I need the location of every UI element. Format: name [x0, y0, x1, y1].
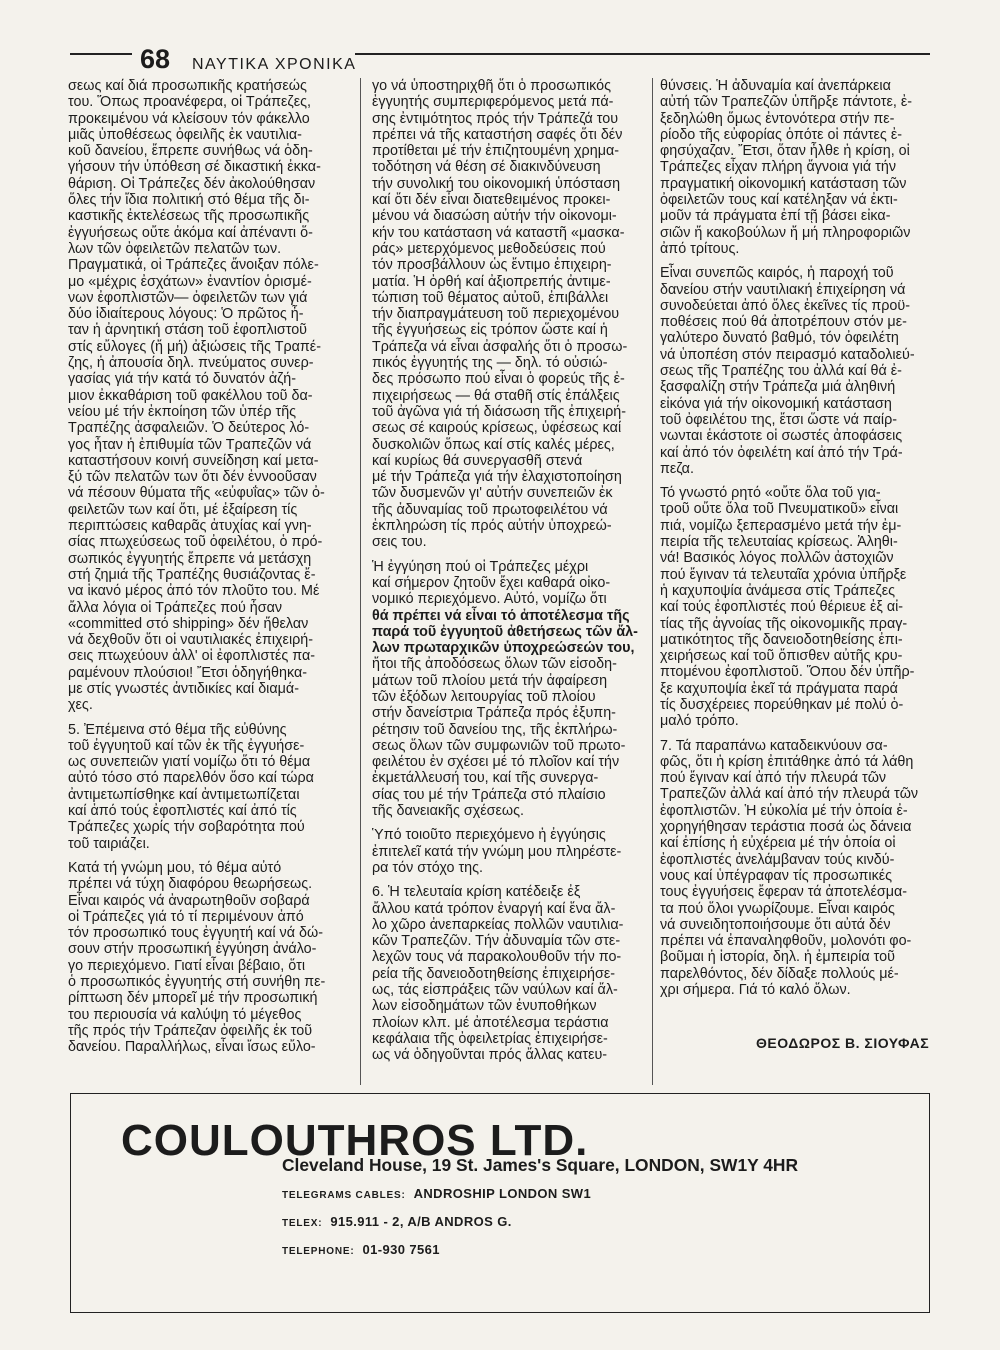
text-line: πρέπει νά τῆς καταστήση σαφές ὅτι δέν: [372, 126, 623, 143]
text-line: κῶν Τραπεζῶν. Τήν ἀδυναμία τῶν στε-: [372, 933, 621, 950]
text-line: περιπτώσεις καθαρᾶς ἀτυχίας καί γνη-: [68, 518, 312, 535]
text-line: μένου νά διασώση αὐτήν τήν οἰκονομι-: [372, 208, 617, 225]
text-line: Εἶναι συνεπῶς καιρός, ἡ παροχή τοῦ: [660, 265, 894, 282]
text-line: ως, τάς εἰσπράξεις τῶν ναύλων καί ἄλ-: [372, 982, 618, 999]
text-line: τοδότηση νά θέση σέ διακινδύνευση: [372, 159, 601, 176]
text-line: μοῦν τά πράγματα ἐπί τῇ βάσει εἰκα-: [660, 208, 891, 225]
text-line: καί κυρίως θά συνεργασθῆ στενά: [372, 452, 583, 469]
text-line: λων εἰσοδημάτων τῶν ἐνυποθήκων: [372, 998, 597, 1015]
text-line: ματικότητος τῆς δανειοδοτηθείσης ἐπι-: [660, 631, 903, 648]
text-line: χειρήσεως καί τοῦ ὄπισθεν αὐτῆς κρυ-: [660, 648, 903, 665]
text-line: χρι σήμερα. Γιά τό καλό ὅλων.: [660, 982, 851, 999]
text-line: σωπικός ἐγγυητής ἔπρεπε νά μετάσχη: [68, 550, 312, 567]
text-line: μέ τήν Τράπεζα γιά τήν ἐλαχιστοποίηση: [372, 469, 622, 486]
text-line: ταν ἡ ἀρνητική στάση τοῦ ἐφοπλιστοῦ: [68, 322, 308, 339]
text-line: σιῶν ἤ κακοβούλων ἤ μή πληροφοριῶν: [660, 224, 911, 241]
text-line: πειρία τῆς τελευταίας κρίσεως. Ἀληθι-: [660, 534, 898, 551]
text-line: ράς» μετερχόμενος μεθοδεύσεις πού: [372, 240, 606, 257]
text-line: να ἱκανό μέρος ἀπό τόν πλοῦτο του. Μέ: [68, 583, 320, 600]
text-line: κεφάλαια τῆς ὀφειλετρίας ἐπιχειρήσε-: [372, 1030, 608, 1047]
text-line: ως συνεπειῶν γιατί νομίζω ὅτι τό θέμα: [68, 754, 311, 771]
text-line: πεζα.: [660, 460, 694, 477]
text-line: ἀπό τρίτους.: [660, 240, 740, 257]
text-line: κοῦ δανείου, ἔπρεπε συνήθως νά ὁδη-: [68, 143, 313, 160]
text-line: Τράπεζα νά εἶναι ἀσφαλής ὅτι ὁ προσω-: [372, 338, 628, 355]
text-line: πρέπει νά τύχη διαφόρου θεωρήσεως.: [68, 876, 313, 893]
ad-telex-value: 915.911 - 2, A/B ANDROS G.: [330, 1214, 512, 1229]
running-title: ΝΑΥΤΙΚΑ ΧΡΟΝΙΚΑ: [192, 56, 357, 73]
text-line: βοῦμαι ἡ ἱστορία, δηλ. ἡ ἐμπειρία τοῦ: [660, 949, 895, 966]
text-line: Τό γνωστό ρητό «οὔτε ὅλα τοῦ για-: [660, 485, 881, 502]
text-line: δύο ἰδιαίτερους λόγους: Ὁ πρῶτος ἦ-: [68, 306, 304, 323]
text-line: ξεδηλώθη ὅμως ἐντονότερα στήν πε-: [660, 110, 895, 127]
text-line: τώπιση τοῦ θέματος αὐτοῦ, ἐπιβάλλει: [372, 289, 609, 306]
text-line: ζης, ἡ ἀπουσία δηλ. πνεύματος συνερ-: [68, 355, 314, 372]
text-line: ἐγγυητής συμπεριφερόμενος μετά πά-: [372, 94, 614, 111]
text-line: προτίθεται μέ τήν ἐπιζητουμένη χρημα-: [372, 143, 620, 160]
text-line: αὐτή τῶν Τραπεζῶν ὑπῆρξε πάντοτε, ἐ-: [660, 94, 912, 111]
text-line: σεως ὅλων τῶν συμφωνιῶν τοῦ πρωτο-: [372, 737, 626, 754]
ad-address: Cleveland House, 19 St. James's Square, LONDON, SW1Y 4HR: [282, 1155, 799, 1175]
text-line: δανείου. Παραλλήλως, εἶναι ἴσως εὔλο-: [68, 1039, 316, 1056]
text-line: ἄλλα λόγια οἱ Τράπεζες πού ἦσαν: [68, 599, 283, 616]
text-line: σης ἐντιμότητος πρός τήν Τράπεζά του: [372, 110, 619, 127]
text-line: νομικό περιεχόμενο. Αὐτό, νομίζω ὅτι: [372, 591, 607, 608]
text-line: πρέπει νά ἐπαναληφθοῦν, μολονότι φο-: [660, 933, 912, 950]
text-line: τόν προσωπικό τους ἐγγυητή καί νά δώ-: [68, 925, 323, 942]
text-line: 6. Ἡ τελευταία κρίση κατέδειξε ἐξ: [372, 884, 581, 901]
text-line: δες πρόσωπο πού εἶναι ὁ φορεύς τῆς ἐ-: [372, 371, 625, 388]
text-line: τῆς δανειακῆς σχέσεως.: [372, 803, 525, 820]
ad-company-name: COULOUTHROS LTD.: [121, 1116, 589, 1165]
page-number: 68: [140, 44, 171, 74]
text-line: ἄλλου κατά τρόπον ἐναργή καί ἕνα ἄλ-: [372, 900, 616, 917]
text-line: καί ἀπό τούς ἐφοπλιστές καί ἀπό τίς: [68, 803, 297, 820]
text-line: λων τῶν ὀφειλετῶν πελατῶν των.: [68, 240, 282, 257]
text-line: ρίοδο τῆς εὐφορίας ὁπότε οἱ πάντες ἐ-: [660, 126, 902, 143]
text-line: τίς δυσχέρειες πορεύθηκαν μέ πολύ ὁ-: [660, 696, 904, 713]
text-line: γήσουν τήν ὑπόθεση σέ δικαστική ἐκκα-: [68, 159, 321, 176]
text-line: καστικῆς ἐκτελέσεως τῆς προσωπικῆς: [68, 208, 310, 225]
text-line: μαλό τρόπο.: [660, 713, 739, 730]
ad-telegrams: [282, 1186, 591, 1201]
author-signature: ΘΕΟΔΩΡΟΣ Β. ΣΙΟΥΦΑΣ: [756, 1035, 930, 1051]
text-line: χες.: [68, 697, 93, 714]
text-line: καί ὅτι δέν εἶναι διατεθειμένος προκει-: [372, 192, 611, 209]
text-line: μο «μέχρις ἐσχάτων» ἐναντίον ὁρισμέ-: [68, 273, 312, 290]
text-line: Κατά τή γνώμη μου, τό θέμα αὐτό: [68, 859, 282, 876]
text-line: πικός ἐγγυητής της — δηλ. τό οὐσιώ-: [372, 355, 608, 372]
text-line: Τράπεζες χωρίς τήν σοβαρότητα πού: [68, 819, 305, 836]
header-rule-left: [70, 53, 132, 55]
text-line: τήν συνολική του οἰκονομική ὑπόσταση: [372, 175, 621, 192]
text-line: ὁ προσωπικός ἐγγυητής στή συνήθη πε-: [68, 974, 326, 991]
column-divider-1: [360, 78, 361, 1085]
text-line: νά πέσουν θύματα τῆς «εὐφυΐας» τῶν ὀ-: [68, 485, 325, 502]
text-line: ραμένουν πλούσιοι! Ἔτσι ὁδηγήθηκα-: [68, 664, 308, 681]
text-line: θάριση. Οἱ Τράπεζες δέν ἀκολούθησαν: [68, 175, 316, 192]
text-line: γο νά ὑποστηριχθῆ ὅτι ὁ προσωπικός: [372, 78, 612, 94]
text-line: πιά, νομίζω ξεπερασμένο μετά τήν ἐμ-: [660, 517, 902, 534]
text-line: ἐκπληρώση τίς πρός αὐτήν ὑποχρεώ-: [372, 518, 612, 535]
text-line: σίας του μέ τήν Τράπεζα στό πλαίσιο: [372, 786, 606, 803]
text-line: σεις πτωχεύουν ἀλλ' οἱ ἐφοπλιστές πα-: [68, 648, 316, 665]
text-line: ἐκμετάλλευσή του, καί τῆς συνεργα-: [372, 770, 599, 787]
text-line: τήν διαπραγμάτευση τοῦ περιεχομένου: [372, 306, 620, 323]
text-line: νείου μέ τήν ἐκποίηση τῶν ὑπέρ τῆς: [68, 403, 297, 420]
text-line: νωνται ἑκάστοτε οἱ σωστές ἀποφάσεις: [660, 428, 903, 445]
text-line: θά πρέπει νά εἶναι τό ἀποτέλεσμα τῆς: [372, 607, 630, 624]
header-rule-right: [355, 53, 930, 55]
text-line: ἡ καχυποψία ἀνάμεσα στίς Τράπεζες: [660, 582, 896, 599]
text-line: του. Ὅπως προανέφερα, οἱ Τράπεζες,: [68, 94, 312, 111]
ad-telegrams-value: ANDROSHIP LONDON SW1: [413, 1186, 592, 1201]
text-line: φειλέτου ἐν σχέσει μέ τό πλοῖον καί τήν: [372, 754, 620, 771]
text-line: γασίας γιά τήν κατά τό δυνατόν ἀζή-: [68, 371, 296, 388]
text-line: πτομένου ἐφοπλιστοῦ. Ὅπου δέν ὑπῆρ-: [660, 664, 915, 681]
text-line: Τραπεζῶν ἀλλά καί ἀπό τήν πλευρά τῶν: [660, 786, 919, 803]
text-line: τοῦ ταιριάζει.: [68, 835, 150, 852]
text-line: στίς εὔλογες (ἤ μή) ἀξιώσεις τῆς Τραπέ-: [68, 338, 321, 355]
text-line: στή ζημιά τῆς Τραπέζης θυσιάζοντας ἔ-: [68, 566, 316, 583]
text-line: οἱ Τράπεζες γιά τό τί περιμένουν ἀπό: [68, 908, 304, 925]
text-line: τοῦ ἐγγυητοῦ καί τῶν ἐκ τῆς ἐγγυήσε-: [68, 737, 305, 754]
text-line: ὅλες τήν ἴδια πολιτική στό θέμα τῆς δι-: [68, 192, 310, 209]
text-line: στήν δανείστρια Τράπεζα πρός ἐξυπη-: [372, 705, 616, 722]
text-line: λο χῶρο ἀνεπαρκείας πολλῶν ναυτιλια-: [372, 916, 624, 933]
text-line: καταστήσουν κοινή συνείδηση καί μετα-: [68, 452, 319, 469]
text-line: τῆς πρός τήν Τράπεζαν ὀφειλῆς ἐκ τοῦ: [68, 1022, 313, 1039]
text-line: σεως καί διά προσωπικῆς κρατήσεώς: [68, 78, 307, 94]
text-line: σουν στήν προσωπική ἐγγύηση ἀνάλο-: [68, 941, 317, 958]
text-line: πού ἔγιναν καί ἀπό τήν πλευρά τῶν: [660, 770, 887, 787]
ad-telephone-label: TELEPHONE:: [282, 1246, 355, 1257]
text-column-1: [68, 78, 350, 1056]
text-line: τροῦ οὔτε ὅλα τοῦ Πνευματικοῦ» εἶναι: [660, 501, 899, 518]
text-line: συνοδεύεται ἀπό ὅλες ἐκεῖνες τίς προϋ-: [660, 297, 910, 314]
text-line: ἐφοπλιστές ἀνελάμβαναν τούς κινδύ-: [660, 851, 895, 868]
text-line: νων ἐφοπλιστῶν— ὀφειλετῶν των γιά: [68, 289, 308, 306]
text-line: 5. Ἐπέμεινα στό θέμα τῆς εὐθύνης: [68, 721, 287, 738]
text-line: ἐπιτελεῖ κατά τήν γνώμη μου πληρέστε-: [372, 843, 622, 860]
text-line: γαλύτερο δυνατό βαθμό, τόν ὀφειλέτη: [660, 330, 899, 347]
text-line: τῆς ἐγγυήσεως εἰς τρόπον ὥστε καί ἡ: [372, 322, 608, 339]
text-line: Ἡ ἐγγύηση πού οἱ Τράπεζες μέχρι: [372, 558, 589, 575]
text-line: τῶν ἐξόδων λειτουργίας τοῦ πλοίου: [372, 688, 596, 705]
text-line: καί σήμερον ζητοῦν ἔχει καθαρά οἰκο-: [372, 574, 611, 591]
text-line: παρελθόντος, δέν δίδαξε πολλούς μέ-: [660, 965, 899, 982]
text-line: θύνσεις. Ἡ ἀδυναμία καί ἀνεπάρκεια: [660, 78, 891, 94]
text-line: κήν του κατάσταση νά καταστῆ «μασκα-: [372, 224, 625, 241]
text-line: τῶν δυσμενῶν γι' αὐτήν συνεπειῶν ἐκ: [372, 485, 613, 502]
text-line: νά! Βασικός λόγος πολλῶν ἀστοχιῶν: [660, 550, 894, 567]
text-line: τόν προσβάλλουν ὡς ἔντιμο ἐπιχειρη-: [372, 257, 612, 274]
text-line: νους καί ὑπέγραφαν τίς προσωπικές: [660, 867, 893, 884]
text-line: φησύχαζαν. Ἔτσι, ὅταν ἦλθε ἡ κρίση, οἱ: [660, 143, 910, 160]
ad-telephone-value: 01-930 7561: [362, 1242, 440, 1257]
text-line: χορηγήθησαν τεράστια ποσά ὡς δάνεια: [660, 819, 912, 836]
text-line: τίας τῆς ἀγνοίας τῆς οἰκονομικῆς πραγ-: [660, 615, 908, 632]
text-line: ρίπτωση δέν μπορεῖ μέ τήν προσωπική: [68, 990, 318, 1007]
text-column-2: [372, 78, 644, 1064]
text-line: παρά τοῦ ἐγγυητοῦ ἀθετήσεως τῶν ἄλ-: [372, 623, 638, 640]
text-line: ξασφαλίζη στήν Τράπεζα μιά ἀληθινή: [660, 379, 896, 396]
text-line: τους ἐγγυήσεις ἔφεραν τά ἀποτελέσμα-: [660, 884, 908, 901]
text-line: ματία. Ἡ ὀρθή καί ἀξιοπρεπής ἀντιμε-: [372, 273, 611, 290]
text-line: ρέτησιν τοῦ δανείου της, τῆς ἐκπλήρω-: [372, 721, 618, 738]
text-line: νά δεχθοῦν ὅτι οἱ ναυτιλιακές ἐπιχειρή-: [68, 632, 314, 649]
text-line: αὐτό τόσο στό παρελθόν ὅσο καί τώρα: [68, 770, 314, 787]
text-line: λων πρωταρχικῶν ὑποχρεώσεών του,: [372, 640, 635, 657]
text-line: ρεία τῆς δανειοδοτηθείσης ἐπιχειρήσε-: [372, 965, 616, 982]
text-line: Πραγματικά, οἱ Τράπεζες ἄνοιξαν πόλε-: [68, 257, 319, 274]
text-line: ρα τόν στόχο της.: [372, 859, 483, 876]
text-line: Τραπέζης ἀσφαλειῶν. Ὁ δεύτερος λό-: [68, 420, 310, 437]
text-column-3: [660, 78, 942, 998]
text-line: καί τούς ἐφοπλιστές πού θέριευε ἐξ αἰ-: [660, 599, 904, 616]
text-line: μάτων τοῦ πλοίου μετά τήν ἀφαίρεση: [372, 672, 608, 689]
text-line: ως νά ὁδηγοῦνται πρός ἄλλας κατευ-: [372, 1047, 608, 1064]
text-line: πιχειρήσεως — θά σταθῆ στίς ἐπάλξεις: [372, 387, 620, 404]
text-line: σεις του.: [372, 534, 427, 551]
text-line: Ὑπό τοιοῦτο περιεχόμενο ἡ ἐγγύησις: [372, 827, 606, 844]
ad-telex-label: TELEX:: [282, 1218, 323, 1229]
text-line: σεως τῆς Τραπέζης του ἀλλά καί θά ἐ-: [660, 363, 902, 380]
text-line: καί ἀπό τόν ὀφειλέτη καί ἀπό τήν Τρά-: [660, 444, 903, 461]
text-line: προκειμένου νά κλείσουν τόν φάκελλο: [68, 110, 310, 127]
text-line: δανείου στήν ναυτιλιακή ἐπιχείρηση νά: [660, 281, 906, 298]
text-line: λεχῶν τους νά παρακολουθοῦν τήν πο-: [372, 949, 622, 966]
text-line: 7. Τά παραπάνω καταδεικνύουν σα-: [660, 737, 888, 754]
text-line: ἀντιμετωπίσθηκε καί ἀντιμετωπίζεται: [68, 786, 300, 803]
ad-telephone: [282, 1242, 440, 1257]
text-line: μιον ἐκκαθάριση τοῦ φακέλλου τοῦ δα-: [68, 387, 313, 404]
text-line: γος ἦταν ἡ ἐπιθυμία τῶν Τραπεζῶν νά: [68, 436, 312, 453]
text-line: πού ἔγιναν τά τελευταῖα χρόνια ὑπῆρξε: [660, 566, 907, 583]
text-line: Τράπεζες εἶχαν πλήρη ἄγνοια γιά τήν: [660, 159, 896, 176]
text-line: «committed στό shipping» δέν ἤθελαν: [68, 615, 309, 632]
text-line: τοῦ ἀγῶνα γιά τή διάσωση τῆς ἐπιχειρή-: [372, 403, 627, 420]
text-line: τῆς ἀδυναμίας τοῦ πρωτοφειλέτου νά: [372, 501, 608, 518]
ad-telegrams-label: TELEGRAMS CABLES:: [282, 1190, 406, 1201]
text-line: εἰκόνα γιά τήν οἰκονομική κατάσταση: [660, 395, 892, 412]
text-line: νά συνειδητοποιήσουμε ὅτι αὐτά δέν: [660, 916, 891, 933]
text-line: του περιουσία νά καλύψη τό μέγεθος: [68, 1006, 302, 1023]
text-line: ἐφοπλιστῶν. Ἡ εὐκολία μέ τήν ὁποία ἐ-: [660, 802, 908, 819]
text-line: ἐγγυήσεως οὔτε ἀκόμα καί ἀπέναντι ὅ-: [68, 224, 313, 241]
text-line: Εἶναι καιρός νά ἀναρωτηθοῦν σοβαρά: [68, 892, 310, 909]
text-line: ποθέσεις πού θά ἀποτρέπουν στόν με-: [660, 314, 907, 331]
text-line: τοῦ ὀφειλέτου της, ἔτσι ὥστε νά παίρ-: [660, 411, 898, 428]
text-line: φειλετῶν των καί ὅτι, μέ ἐξαίρεση τίς: [68, 501, 298, 518]
text-line: σίας πτωχεύσεως τοῦ ὀφειλέτου, ὁ πρό-: [68, 534, 323, 551]
text-line: τα πού ὅλοι γνωρίζουμε. Εἶναι καιρός: [660, 900, 895, 917]
text-line: μιᾶς ὑποθέσεως ὀφειλῆς ἐκ ναυτιλια-: [68, 126, 302, 143]
text-line: πλοίων κλπ. μέ ἀποτέλεσμα τεράστια: [372, 1014, 609, 1031]
advertisement-box: [70, 1093, 930, 1313]
text-line: ὀφειλετῶν τους καί κατέληξαν νά ἐκτι-: [660, 192, 898, 209]
text-line: ξε καχυποψία ἐκεῖ τά πράγματα παρά: [660, 680, 898, 697]
text-line: καί ἐπίσης ἡ εὐχέρεια μέ τήν ὁποία οἱ: [660, 835, 896, 852]
text-line: νά ὑποπέση στόν πειρασμό καταδολιεύ-: [660, 346, 915, 363]
ad-telex: [282, 1214, 512, 1229]
text-line: ἤτοι τῆς ἀποδόσεως ὅλων τῶν εἰσοδη-: [372, 656, 617, 673]
text-line: πραγματική οἰκονομική κατάσταση τῶν: [660, 175, 907, 192]
text-line: με στίς γνωστές ἀντιδικίες καί διαμά-: [68, 680, 299, 697]
text-line: γο περιεχόμενο. Γιατί εἶναι βέβαιο, ὅτι: [68, 957, 306, 974]
text-line: σεως σέ καιρούς κρίσεως, ὑφέσεως καί: [372, 420, 622, 437]
text-line: φῶς, ὅτι ἡ κρίση ἐπιτάθηκε ἀπό τά λάθη: [660, 753, 914, 770]
column-divider-2: [652, 78, 653, 1085]
text-line: δυσκολιῶν ὅπως καί στίς καλές μέρες,: [372, 436, 615, 453]
text-line: ξύ τῶν πελατῶν των ὅτι δέν ἐννοοῦσαν: [68, 469, 317, 486]
